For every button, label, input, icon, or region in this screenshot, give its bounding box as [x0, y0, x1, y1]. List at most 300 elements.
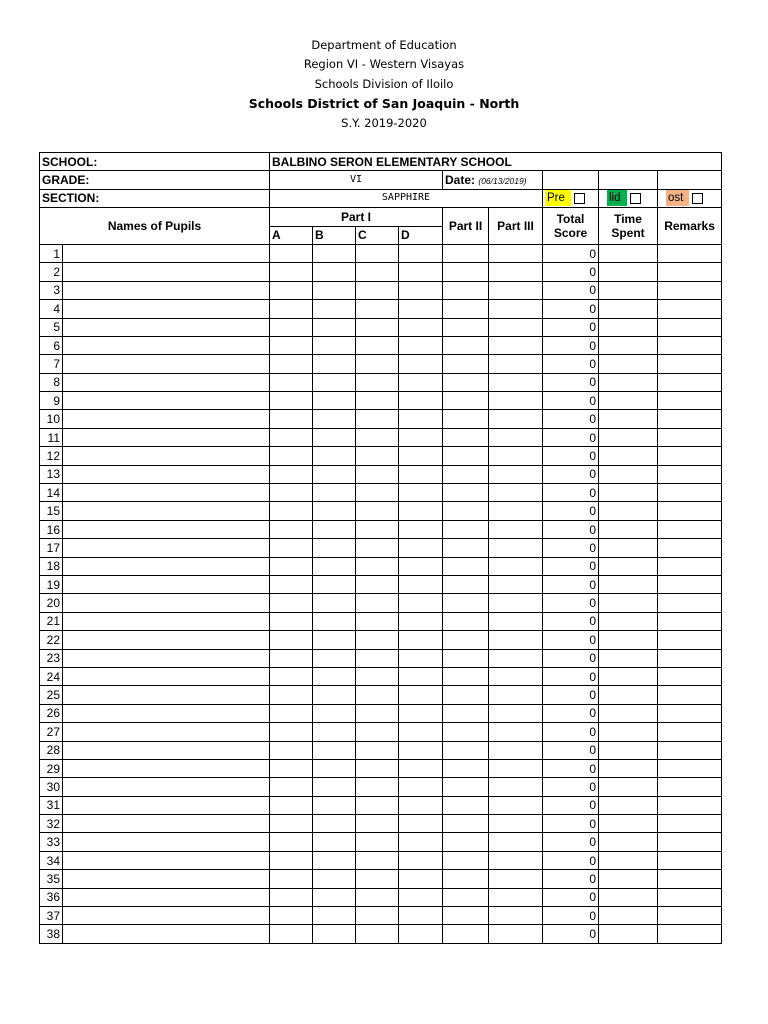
part-1-c-cell[interactable] [356, 502, 399, 520]
remarks-cell[interactable] [658, 870, 722, 888]
part-3-cell[interactable] [489, 815, 543, 833]
part-1-a-cell[interactable] [270, 686, 313, 704]
part-1-a-cell[interactable] [270, 465, 313, 483]
part-2-cell[interactable] [443, 649, 489, 667]
part-1-a-cell[interactable] [270, 575, 313, 593]
pupil-name-cell[interactable] [63, 557, 270, 575]
part-1-d-cell[interactable] [399, 428, 443, 446]
part-3-cell[interactable] [489, 723, 543, 741]
time-spent-cell[interactable] [599, 244, 658, 262]
pupil-name-cell[interactable] [63, 888, 270, 906]
pre-test-cell[interactable] [543, 189, 599, 207]
pupil-name-cell[interactable] [63, 575, 270, 593]
part-1-a-cell[interactable] [270, 833, 313, 851]
part-2-cell[interactable] [443, 686, 489, 704]
part-1-d-cell[interactable] [399, 778, 443, 796]
remarks-cell[interactable] [658, 612, 722, 630]
part-1-a-cell[interactable] [270, 759, 313, 777]
part-1-b-cell[interactable] [313, 502, 356, 520]
part-2-cell[interactable] [443, 778, 489, 796]
part-2-cell[interactable] [443, 355, 489, 373]
part-1-d-cell[interactable] [399, 263, 443, 281]
part-1-a-cell[interactable] [270, 741, 313, 759]
part-1-b-cell[interactable] [313, 447, 356, 465]
time-spent-cell[interactable] [599, 888, 658, 906]
part-1-d-cell[interactable] [399, 796, 443, 814]
part-1-b-cell[interactable] [313, 539, 356, 557]
part-2-cell[interactable] [443, 484, 489, 502]
part-1-c-cell[interactable] [356, 778, 399, 796]
time-spent-cell[interactable] [599, 447, 658, 465]
part-1-d-cell[interactable] [399, 410, 443, 428]
part-2-cell[interactable] [443, 539, 489, 557]
part-3-cell[interactable] [489, 465, 543, 483]
part-2-cell[interactable] [443, 925, 489, 943]
part-1-c-cell[interactable] [356, 447, 399, 465]
time-spent-cell[interactable] [599, 281, 658, 299]
part-1-c-cell[interactable] [356, 649, 399, 667]
remarks-cell[interactable] [658, 741, 722, 759]
part-1-a-cell[interactable] [270, 851, 313, 869]
time-spent-cell[interactable] [599, 815, 658, 833]
part-1-c-cell[interactable] [356, 373, 399, 391]
part-1-a-cell[interactable] [270, 888, 313, 906]
remarks-cell[interactable] [658, 244, 722, 262]
part-2-cell[interactable] [443, 502, 489, 520]
part-1-a-cell[interactable] [270, 612, 313, 630]
part-3-cell[interactable] [489, 870, 543, 888]
part-1-c-cell[interactable] [356, 318, 399, 336]
part-1-a-cell[interactable] [270, 539, 313, 557]
time-spent-cell[interactable] [599, 723, 658, 741]
part-1-b-cell[interactable] [313, 888, 356, 906]
part-1-d-cell[interactable] [399, 300, 443, 318]
part-1-b-cell[interactable] [313, 575, 356, 593]
part-2-cell[interactable] [443, 759, 489, 777]
time-spent-cell[interactable] [599, 300, 658, 318]
part-3-cell[interactable] [489, 373, 543, 391]
remarks-cell[interactable] [658, 759, 722, 777]
part-1-a-cell[interactable] [270, 410, 313, 428]
part-3-cell[interactable] [489, 502, 543, 520]
time-spent-cell[interactable] [599, 778, 658, 796]
part-1-d-cell[interactable] [399, 244, 443, 262]
pupil-name-cell[interactable] [63, 833, 270, 851]
part-1-c-cell[interactable] [356, 520, 399, 538]
part-3-cell[interactable] [489, 833, 543, 851]
remarks-cell[interactable] [658, 575, 722, 593]
part-2-cell[interactable] [443, 373, 489, 391]
part-2-cell[interactable] [443, 465, 489, 483]
remarks-cell[interactable] [658, 465, 722, 483]
part-1-b-cell[interactable] [313, 851, 356, 869]
part-1-b-cell[interactable] [313, 759, 356, 777]
pupil-name-cell[interactable] [63, 723, 270, 741]
pupil-name-cell[interactable] [63, 759, 270, 777]
part-1-b-cell[interactable] [313, 907, 356, 925]
remarks-cell[interactable] [658, 447, 722, 465]
part-1-d-cell[interactable] [399, 649, 443, 667]
remarks-cell[interactable] [658, 539, 722, 557]
part-1-d-cell[interactable] [399, 318, 443, 336]
time-spent-cell[interactable] [599, 686, 658, 704]
part-2-cell[interactable] [443, 741, 489, 759]
part-1-a-cell[interactable] [270, 723, 313, 741]
part-3-cell[interactable] [489, 612, 543, 630]
time-spent-cell[interactable] [599, 704, 658, 722]
part-3-cell[interactable] [489, 263, 543, 281]
pupil-name-cell[interactable] [63, 244, 270, 262]
time-spent-cell[interactable] [599, 410, 658, 428]
part-1-a-cell[interactable] [270, 594, 313, 612]
part-3-cell[interactable] [489, 539, 543, 557]
part-1-d-cell[interactable] [399, 870, 443, 888]
part-1-a-cell[interactable] [270, 447, 313, 465]
pupil-name-cell[interactable] [63, 465, 270, 483]
part-3-cell[interactable] [489, 759, 543, 777]
remarks-cell[interactable] [658, 263, 722, 281]
part-2-cell[interactable] [443, 281, 489, 299]
grade-value[interactable]: VI [270, 171, 443, 189]
part-1-d-cell[interactable] [399, 447, 443, 465]
part-1-a-cell[interactable] [270, 502, 313, 520]
remarks-cell[interactable] [658, 594, 722, 612]
part-1-c-cell[interactable] [356, 281, 399, 299]
part-3-cell[interactable] [489, 888, 543, 906]
remarks-cell[interactable] [658, 888, 722, 906]
time-spent-cell[interactable] [599, 502, 658, 520]
part-1-c-cell[interactable] [356, 539, 399, 557]
part-1-b-cell[interactable] [313, 815, 356, 833]
part-1-d-cell[interactable] [399, 888, 443, 906]
remarks-cell[interactable] [658, 355, 722, 373]
part-2-cell[interactable] [443, 907, 489, 925]
remarks-cell[interactable] [658, 723, 722, 741]
part-1-d-cell[interactable] [399, 575, 443, 593]
part-1-b-cell[interactable] [313, 631, 356, 649]
pupil-name-cell[interactable] [63, 686, 270, 704]
part-3-cell[interactable] [489, 410, 543, 428]
part-3-cell[interactable] [489, 575, 543, 593]
part-1-c-cell[interactable] [356, 704, 399, 722]
pupil-name-cell[interactable] [63, 300, 270, 318]
part-1-c-cell[interactable] [356, 263, 399, 281]
pupil-name-cell[interactable] [63, 704, 270, 722]
part-1-b-cell[interactable] [313, 704, 356, 722]
pupil-name-cell[interactable] [63, 631, 270, 649]
part-1-a-cell[interactable] [270, 336, 313, 354]
part-1-c-cell[interactable] [356, 428, 399, 446]
part-1-a-cell[interactable] [270, 520, 313, 538]
part-2-cell[interactable] [443, 520, 489, 538]
part-1-b-cell[interactable] [313, 300, 356, 318]
part-1-b-cell[interactable] [313, 649, 356, 667]
remarks-cell[interactable] [658, 925, 722, 943]
part-1-c-cell[interactable] [356, 355, 399, 373]
part-3-cell[interactable] [489, 649, 543, 667]
part-1-c-cell[interactable] [356, 594, 399, 612]
remarks-cell[interactable] [658, 796, 722, 814]
part-1-b-cell[interactable] [313, 796, 356, 814]
pupil-name-cell[interactable] [63, 410, 270, 428]
time-spent-cell[interactable] [599, 925, 658, 943]
part-3-cell[interactable] [489, 686, 543, 704]
remarks-cell[interactable] [658, 851, 722, 869]
part-1-b-cell[interactable] [313, 428, 356, 446]
part-1-b-cell[interactable] [313, 392, 356, 410]
part-2-cell[interactable] [443, 300, 489, 318]
part-1-d-cell[interactable] [399, 612, 443, 630]
part-1-d-cell[interactable] [399, 539, 443, 557]
part-1-b-cell[interactable] [313, 373, 356, 391]
part-3-cell[interactable] [489, 796, 543, 814]
pupil-name-cell[interactable] [63, 741, 270, 759]
part-2-cell[interactable] [443, 667, 489, 685]
part-1-b-cell[interactable] [313, 484, 356, 502]
part-1-b-cell[interactable] [313, 833, 356, 851]
pupil-name-cell[interactable] [63, 447, 270, 465]
part-1-b-cell[interactable] [313, 336, 356, 354]
part-2-cell[interactable] [443, 888, 489, 906]
pupil-name-cell[interactable] [63, 796, 270, 814]
time-spent-cell[interactable] [599, 907, 658, 925]
part-2-cell[interactable] [443, 594, 489, 612]
part-3-cell[interactable] [489, 447, 543, 465]
part-1-c-cell[interactable] [356, 851, 399, 869]
time-spent-cell[interactable] [599, 336, 658, 354]
part-1-d-cell[interactable] [399, 686, 443, 704]
remarks-cell[interactable] [658, 410, 722, 428]
part-1-d-cell[interactable] [399, 815, 443, 833]
part-1-a-cell[interactable] [270, 318, 313, 336]
remarks-cell[interactable] [658, 520, 722, 538]
time-spent-cell[interactable] [599, 741, 658, 759]
time-spent-cell[interactable] [599, 870, 658, 888]
part-2-cell[interactable] [443, 723, 489, 741]
school-value[interactable]: BALBINO SERON ELEMENTARY SCHOOL [270, 153, 722, 171]
pupil-name-cell[interactable] [63, 484, 270, 502]
part-1-c-cell[interactable] [356, 612, 399, 630]
part-3-cell[interactable] [489, 594, 543, 612]
part-1-b-cell[interactable] [313, 244, 356, 262]
pupil-name-cell[interactable] [63, 649, 270, 667]
part-1-a-cell[interactable] [270, 392, 313, 410]
part-3-cell[interactable] [489, 631, 543, 649]
part-2-cell[interactable] [443, 318, 489, 336]
remarks-cell[interactable] [658, 281, 722, 299]
pupil-name-cell[interactable] [63, 428, 270, 446]
part-1-a-cell[interactable] [270, 925, 313, 943]
part-1-d-cell[interactable] [399, 704, 443, 722]
part-2-cell[interactable] [443, 631, 489, 649]
post-test-checkbox[interactable] [692, 193, 703, 204]
part-1-c-cell[interactable] [356, 907, 399, 925]
remarks-cell[interactable] [658, 778, 722, 796]
part-1-a-cell[interactable] [270, 815, 313, 833]
time-spent-cell[interactable] [599, 520, 658, 538]
pupil-name-cell[interactable] [63, 373, 270, 391]
part-1-b-cell[interactable] [313, 778, 356, 796]
pupil-name-cell[interactable] [63, 263, 270, 281]
part-1-a-cell[interactable] [270, 870, 313, 888]
part-1-a-cell[interactable] [270, 667, 313, 685]
part-1-d-cell[interactable] [399, 925, 443, 943]
part-1-d-cell[interactable] [399, 759, 443, 777]
time-spent-cell[interactable] [599, 539, 658, 557]
time-spent-cell[interactable] [599, 428, 658, 446]
part-1-a-cell[interactable] [270, 907, 313, 925]
part-1-a-cell[interactable] [270, 557, 313, 575]
part-1-c-cell[interactable] [356, 410, 399, 428]
part-2-cell[interactable] [443, 410, 489, 428]
part-1-d-cell[interactable] [399, 465, 443, 483]
remarks-cell[interactable] [658, 502, 722, 520]
part-2-cell[interactable] [443, 557, 489, 575]
time-spent-cell[interactable] [599, 575, 658, 593]
part-2-cell[interactable] [443, 851, 489, 869]
part-1-b-cell[interactable] [313, 612, 356, 630]
pupil-name-cell[interactable] [63, 281, 270, 299]
part-3-cell[interactable] [489, 851, 543, 869]
part-1-b-cell[interactable] [313, 723, 356, 741]
part-1-b-cell[interactable] [313, 465, 356, 483]
part-1-d-cell[interactable] [399, 281, 443, 299]
part-1-c-cell[interactable] [356, 741, 399, 759]
part-1-c-cell[interactable] [356, 686, 399, 704]
part-1-c-cell[interactable] [356, 465, 399, 483]
pupil-name-cell[interactable] [63, 520, 270, 538]
part-1-d-cell[interactable] [399, 557, 443, 575]
pupil-name-cell[interactable] [63, 925, 270, 943]
part-1-d-cell[interactable] [399, 667, 443, 685]
time-spent-cell[interactable] [599, 557, 658, 575]
time-spent-cell[interactable] [599, 318, 658, 336]
remarks-cell[interactable] [658, 484, 722, 502]
part-3-cell[interactable] [489, 300, 543, 318]
part-1-d-cell[interactable] [399, 723, 443, 741]
part-1-c-cell[interactable] [356, 336, 399, 354]
part-1-a-cell[interactable] [270, 263, 313, 281]
part-1-d-cell[interactable] [399, 336, 443, 354]
pupil-name-cell[interactable] [63, 336, 270, 354]
remarks-cell[interactable] [658, 392, 722, 410]
part-1-b-cell[interactable] [313, 410, 356, 428]
part-1-a-cell[interactable] [270, 778, 313, 796]
time-spent-cell[interactable] [599, 796, 658, 814]
part-1-d-cell[interactable] [399, 355, 443, 373]
pupil-name-cell[interactable] [63, 870, 270, 888]
part-3-cell[interactable] [489, 281, 543, 299]
part-1-d-cell[interactable] [399, 594, 443, 612]
part-1-c-cell[interactable] [356, 631, 399, 649]
remarks-cell[interactable] [658, 318, 722, 336]
part-2-cell[interactable] [443, 704, 489, 722]
part-1-b-cell[interactable] [313, 594, 356, 612]
part-3-cell[interactable] [489, 667, 543, 685]
part-1-d-cell[interactable] [399, 484, 443, 502]
remarks-cell[interactable] [658, 300, 722, 318]
part-1-b-cell[interactable] [313, 925, 356, 943]
part-1-d-cell[interactable] [399, 520, 443, 538]
part-3-cell[interactable] [489, 355, 543, 373]
remarks-cell[interactable] [658, 373, 722, 391]
pre-test-checkbox[interactable] [574, 193, 585, 204]
part-1-c-cell[interactable] [356, 392, 399, 410]
mid-test-checkbox[interactable] [630, 193, 641, 204]
part-1-b-cell[interactable] [313, 741, 356, 759]
part-3-cell[interactable] [489, 557, 543, 575]
part-1-a-cell[interactable] [270, 796, 313, 814]
part-1-b-cell[interactable] [313, 667, 356, 685]
part-1-a-cell[interactable] [270, 300, 313, 318]
part-1-b-cell[interactable] [313, 557, 356, 575]
part-1-d-cell[interactable] [399, 851, 443, 869]
part-3-cell[interactable] [489, 392, 543, 410]
remarks-cell[interactable] [658, 649, 722, 667]
time-spent-cell[interactable] [599, 484, 658, 502]
part-3-cell[interactable] [489, 244, 543, 262]
part-2-cell[interactable] [443, 870, 489, 888]
part-1-c-cell[interactable] [356, 300, 399, 318]
part-1-a-cell[interactable] [270, 631, 313, 649]
time-spent-cell[interactable] [599, 612, 658, 630]
part-2-cell[interactable] [443, 447, 489, 465]
part-2-cell[interactable] [443, 833, 489, 851]
part-1-a-cell[interactable] [270, 355, 313, 373]
remarks-cell[interactable] [658, 428, 722, 446]
part-1-c-cell[interactable] [356, 759, 399, 777]
part-1-a-cell[interactable] [270, 373, 313, 391]
remarks-cell[interactable] [658, 907, 722, 925]
part-3-cell[interactable] [489, 704, 543, 722]
part-1-b-cell[interactable] [313, 870, 356, 888]
part-3-cell[interactable] [489, 520, 543, 538]
part-2-cell[interactable] [443, 612, 489, 630]
time-spent-cell[interactable] [599, 649, 658, 667]
part-3-cell[interactable] [489, 428, 543, 446]
remarks-cell[interactable] [658, 631, 722, 649]
time-spent-cell[interactable] [599, 263, 658, 281]
time-spent-cell[interactable] [599, 759, 658, 777]
part-1-b-cell[interactable] [313, 318, 356, 336]
pupil-name-cell[interactable] [63, 907, 270, 925]
part-1-c-cell[interactable] [356, 557, 399, 575]
time-spent-cell[interactable] [599, 833, 658, 851]
part-1-c-cell[interactable] [356, 888, 399, 906]
pupil-name-cell[interactable] [63, 612, 270, 630]
part-1-d-cell[interactable] [399, 502, 443, 520]
time-spent-cell[interactable] [599, 392, 658, 410]
remarks-cell[interactable] [658, 557, 722, 575]
part-1-a-cell[interactable] [270, 704, 313, 722]
pupil-name-cell[interactable] [63, 851, 270, 869]
part-1-a-cell[interactable] [270, 649, 313, 667]
pupil-name-cell[interactable] [63, 778, 270, 796]
part-1-a-cell[interactable] [270, 281, 313, 299]
section-value[interactable]: SAPPHIRE [270, 189, 543, 207]
part-1-c-cell[interactable] [356, 815, 399, 833]
pupil-name-cell[interactable] [63, 355, 270, 373]
time-spent-cell[interactable] [599, 465, 658, 483]
part-3-cell[interactable] [489, 318, 543, 336]
part-3-cell[interactable] [489, 336, 543, 354]
part-1-b-cell[interactable] [313, 686, 356, 704]
part-1-d-cell[interactable] [399, 631, 443, 649]
remarks-cell[interactable] [658, 815, 722, 833]
part-3-cell[interactable] [489, 907, 543, 925]
time-spent-cell[interactable] [599, 631, 658, 649]
part-1-c-cell[interactable] [356, 723, 399, 741]
